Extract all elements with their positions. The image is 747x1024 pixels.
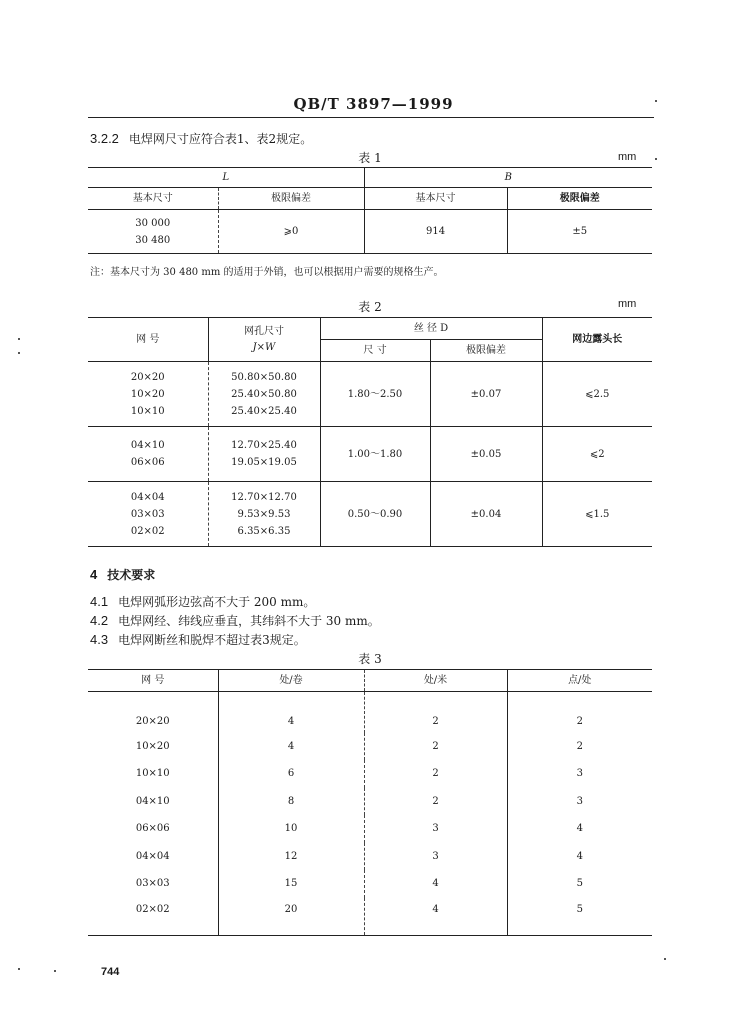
table3-cell-points: 4: [576, 823, 583, 835]
table3-header-mesh: 网 号: [88, 670, 218, 692]
table3-row: [88, 692, 652, 733]
table3-cell-per-roll: 6: [218, 760, 364, 788]
table2-mesh-cell: [88, 482, 208, 547]
clause-number: 4.3: [90, 632, 109, 647]
table3-row: [88, 733, 652, 761]
clause-text: 电焊网经、纬线应垂直，其纬斜不大于 30 mm。: [118, 614, 380, 628]
table1-header-dev-B: 极限偏差: [559, 193, 600, 204]
clause-number: 4.1: [90, 594, 109, 609]
table1-header-dev-L: 极限偏差: [218, 188, 364, 210]
table3-cell-mesh: 04×10: [88, 788, 218, 816]
table1-basic-L-value: 30 000: [135, 217, 171, 229]
table3-row: [88, 898, 652, 936]
table2-mesh-value: 02×02: [130, 525, 165, 537]
table3-cell-mesh: 03×03: [88, 870, 218, 898]
table2-row-group: [88, 362, 652, 427]
table2-mesh-value: 06×06: [130, 457, 165, 468]
table3-cell-points: 3: [576, 768, 583, 780]
table2-header-edge: 网边露头长: [542, 318, 652, 362]
table1-note: 注：基本尺寸为 30 480 mm 的适用于外销，也可以根据用户需要的规格生产。: [90, 267, 444, 278]
table2-hole-value: 25.40×25.40: [231, 405, 297, 417]
clause-number: 3.2.2: [90, 131, 119, 146]
table2-hole-value: 12.70×12.70: [231, 491, 297, 503]
table2-deviation-cell: ±0.05: [430, 427, 542, 482]
table3-cell-points: 2: [576, 715, 583, 727]
table3-cell-points: 4: [576, 850, 583, 862]
table2-size-cell: 1.00～1.80: [320, 427, 430, 482]
table2-deviation-cell: ±0.04: [430, 482, 542, 547]
section-number: 4: [90, 567, 98, 582]
table2-header-hole: [208, 318, 320, 362]
table2: [88, 317, 652, 547]
table2-hole-cell: [208, 427, 320, 482]
table3-cell-mesh: 10×10: [88, 760, 218, 788]
table2-header-wire: 丝 径 D: [320, 318, 542, 340]
table1-cell-dev-L: ⩾0: [218, 210, 364, 254]
table2-edge-cell: ⩽2: [589, 448, 605, 460]
table2-mesh-cell: [88, 427, 208, 482]
table3-row: [88, 843, 652, 871]
clause-3-2-2: [90, 130, 312, 147]
table2-hole-value: 25.40×50.80: [231, 388, 297, 400]
clause-4-3: [90, 631, 306, 648]
table2-unit: mm: [618, 298, 637, 310]
table2-hole-value: 12.70×25.40: [231, 440, 297, 451]
table3-header-per-roll: 处/卷: [218, 670, 364, 692]
clause-text: 电焊网尺寸应符合表1、表2规定。: [128, 132, 313, 146]
table2-mesh-value: 10×10: [130, 405, 165, 417]
table2-row-group: [88, 482, 652, 547]
table1-cell-basic-B: 914: [364, 210, 507, 254]
table2-caption: 表 2: [358, 300, 382, 314]
header-rule: [88, 117, 654, 118]
scan-speck: [655, 100, 657, 102]
table2-header-hole-label: 网孔尺寸: [244, 325, 284, 337]
table3-cell-per-meter: 3: [364, 815, 507, 843]
scan-speck: [54, 970, 56, 972]
table1-cell-dev-B: ±5: [572, 226, 588, 237]
table3-cell-per-meter: 4: [364, 870, 507, 898]
table1-group-L: L: [88, 168, 364, 188]
table2-hole-value: 6.35×6.35: [237, 525, 291, 537]
table1-header-basic-L: 基本尺寸: [88, 188, 218, 210]
table3-cell-per-roll: 10: [218, 815, 364, 843]
table3-row: [88, 870, 652, 898]
table2-mesh-cell: [88, 362, 208, 427]
table1-cell-basic-L: [88, 210, 218, 254]
table1: [88, 167, 652, 254]
section-4-heading: [90, 566, 155, 583]
table2-mesh-value: 04×04: [130, 491, 165, 503]
table2-mesh-value: 10×20: [130, 388, 165, 400]
table3-cell-mesh: 10×20: [88, 733, 218, 761]
table2-header-mesh: 网 号: [88, 318, 208, 362]
table3-cell-per-meter: 2: [364, 733, 507, 761]
table2-hole-value: 9.53×9.53: [237, 508, 291, 520]
table2-header-size: 尺 寸: [320, 340, 430, 362]
table2-size-cell: 1.80～2.50: [320, 362, 430, 427]
table3-cell-mesh: 20×20: [88, 692, 218, 733]
scan-speck: [655, 158, 657, 160]
table3-row: [88, 788, 652, 816]
table2-mesh-value: 20×20: [130, 371, 165, 383]
table2-mesh-value: 03×03: [130, 508, 165, 520]
table2-hole-value: 50.80×50.80: [231, 371, 297, 383]
table1-unit: mm: [618, 151, 637, 163]
table3-cell-per-roll: 8: [218, 788, 364, 816]
table3-cell-per-roll: 4: [218, 692, 364, 733]
table2-mesh-value: 04×10: [130, 440, 165, 451]
table3-cell-per-roll: 12: [218, 843, 364, 871]
table2-deviation-cell: ±0.07: [430, 362, 542, 427]
standard-code: QB/T 3897—1999: [293, 95, 454, 113]
section-title: 技术要求: [107, 568, 156, 582]
table3-cell-points: 3: [576, 795, 583, 807]
table2-edge-cell: ⩽2.5: [585, 388, 610, 400]
clause-4-2: [90, 612, 380, 629]
table2-hole-cell: [208, 482, 320, 547]
table1-basic-L-value: 30 480: [135, 234, 171, 246]
table2-hole-cell: [208, 362, 320, 427]
table3-header-points: 点/处: [568, 675, 592, 686]
table3-cell-per-meter: 2: [364, 760, 507, 788]
table3-cell-mesh: 04×04: [88, 843, 218, 871]
table3-cell-per-meter: 3: [364, 843, 507, 871]
scan-speck: [18, 352, 20, 354]
table3-cell-mesh: 02×02: [88, 898, 218, 936]
table3-row: [88, 815, 652, 843]
table3-cell-per-roll: 20: [218, 898, 364, 936]
table3-cell-points: 5: [576, 878, 583, 890]
table3-cell-per-meter: 2: [364, 788, 507, 816]
table2-edge-cell: ⩽1.5: [585, 508, 610, 520]
table2-size-cell: 0.50～0.90: [320, 482, 430, 547]
scan-speck: [18, 338, 20, 340]
table3-header-per-meter: 处/米: [364, 670, 507, 692]
scan-speck: [18, 968, 20, 970]
table1-group-B: B: [504, 172, 512, 183]
table2-header-deviation: 极限偏差: [430, 340, 542, 362]
table2-hole-value: 19.05×19.05: [231, 457, 297, 468]
page-number: 744: [101, 966, 120, 978]
table3-cell-per-roll: 4: [218, 733, 364, 761]
scan-speck: [664, 958, 666, 960]
table2-header-hole-sub: J×W: [252, 341, 276, 353]
clause-text: 电焊网断丝和脱焊不超过表3规定。: [118, 633, 306, 647]
clause-number: 4.2: [90, 613, 109, 628]
table1-header-basic-B: 基本尺寸: [364, 188, 507, 210]
table3-cell-points: 2: [576, 740, 583, 752]
table3-caption: 表 3: [358, 652, 382, 666]
table3-row: [88, 760, 652, 788]
clause-text: 电焊网弧形边弦高不大于 200 mm。: [118, 595, 316, 609]
table3-cell-points: 5: [576, 903, 583, 915]
clause-4-1: [90, 593, 315, 610]
table3-cell-per-roll: 15: [218, 870, 364, 898]
table3: [88, 669, 652, 936]
table3-cell-per-meter: 2: [364, 692, 507, 733]
table3-cell-mesh: 06×06: [88, 815, 218, 843]
table3-cell-per-meter: 4: [364, 898, 507, 936]
table1-caption: 表 1: [358, 151, 382, 165]
table2-row-group: [88, 427, 652, 482]
